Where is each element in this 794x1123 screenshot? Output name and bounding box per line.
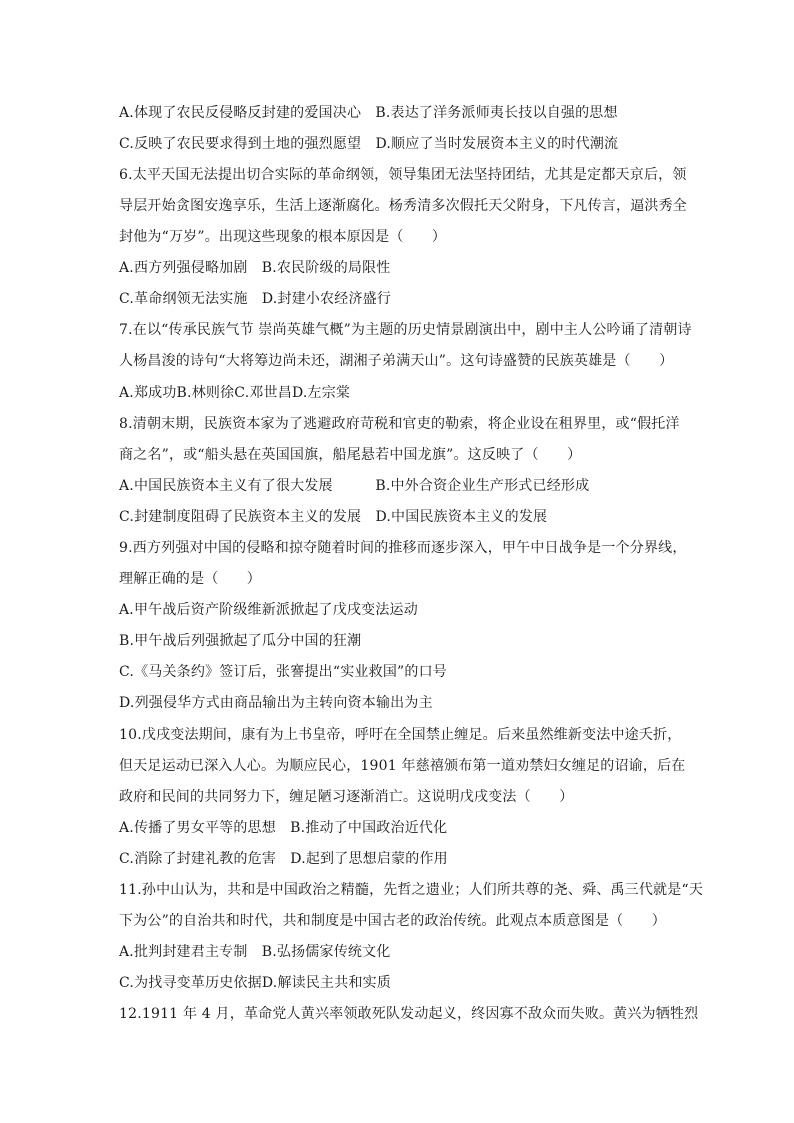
- question-6-line-2: 导层开始贪图安逸享乐，生活上逐渐腐化。杨秀清多次假托天父附身，下凡传言，逼洪秀全: [119, 198, 687, 214]
- question-8-line-1: 8.清朝末期，民族资本家为了逃避政府苛税和官吏的勒索，将企业设在租界里，或“假托洋: [119, 416, 680, 432]
- option-line: A.郑成功B.林则徐C.邓世昌D.左宗棠: [119, 385, 351, 401]
- option-line: C.消除了封建礼教的危害 D.起到了思想启蒙的作用: [119, 851, 448, 867]
- option-line: C.反映了农民要求得到土地的强烈愿望 D.顺应了当时发展资本主义的时代潮流: [119, 136, 619, 152]
- option-line: A.体现了农民反侵略反封建的爱国决心 B.表达了洋务派师夷长技以自强的思想: [119, 105, 618, 121]
- option-line: A.甲午战后资产阶级维新派掀起了戊戌变法运动: [119, 602, 418, 618]
- option-line: C.革命纲领无法实施 D.封建小农经济盛行: [119, 291, 392, 307]
- question-9-line-2: 理解正确的是（ ）: [119, 571, 261, 587]
- option-line: C.为找寻变革历史依据D.解读民主共和实质: [119, 975, 392, 991]
- question-10-line-2: 但天足运动已深入人心。为顺应民心，1901 年慈禧颁布第一道劝禁妇女缠足的诏谕，后在: [119, 758, 686, 774]
- option-line: B.甲午战后列强掀起了瓜分中国的狂潮: [119, 633, 362, 649]
- question-9-line-1: 9.西方列强对中国的侵略和掠夺随着时间的推移而逐步深入，甲午中日战争是一个分界线，: [119, 540, 687, 556]
- question-11-line-1: 11.孙中山认为，共和是中国政治之精髓，先哲之遗业；人们所共尊的尧、舜、禹三代就是“天: [119, 882, 704, 898]
- question-10-line-3: 政府和民间的共同努力下，缠足陋习逐渐消亡。这说明戊戌变法（ ）: [119, 789, 574, 805]
- question-8-line-2: 商之名”，或“船头悬在英国国旗，船尾悬若中国龙旗”。这反映了（ ）: [119, 447, 582, 463]
- question-6-line-3: 封他为“万岁”。出现这些现象的根本原因是（ ）: [119, 229, 447, 245]
- option-line: A.西方列强侵略加剧 B.农民阶级的局限性: [119, 260, 391, 276]
- option-line: A.传播了男女平等的思想 B.推动了中国政治近代化: [119, 820, 448, 836]
- question-11-line-2: 下为公”的自治共和时代，共和制度是中国古老的政治传统。此观点本质意图是（ ）: [119, 913, 666, 929]
- option-line: D.列强侵华方式由商品输出为主转向资本输出为主: [119, 695, 433, 711]
- option-line: A.批判封建君主专制 B.弘扬儒家传统文化: [119, 944, 391, 960]
- question-10-line-1: 10.戊戌变法期间，康有为上书皇帝，呼吁在全国禁止缠足。后来虽然维新变法中途夭折，: [119, 727, 682, 743]
- option-line: C.《马关条约》签订后，张謇提出“实业救国”的口号: [119, 664, 447, 680]
- question-7-line-1: 7.在以“传承民族气节 崇尚英雄气概”为主题的历史情景剧演出中，剧中主人公吟诵了清朝诗: [119, 322, 692, 338]
- question-7-line-2: 人杨昌浚的诗句“大将筹边尚未还，湖湘子弟满天山”。这句诗盛赞的民族英雄是（ ）: [119, 353, 674, 369]
- option-line: A.中国民族资本主义有了很大发展 B.中外合资企业生产形式已经形成: [119, 478, 590, 494]
- question-12-line-1: 12.1911 年 4 月，革命党人黄兴率领敢死队发动起义，终因寡不敌众而失败。黄兴为牺牲烈: [119, 1006, 699, 1022]
- option-line: C.封建制度阻碍了民族资本主义的发展 D.中国民族资本主义的发展: [119, 509, 548, 525]
- question-6-line-1: 6.太平天国无法提出切合实际的革命纲领，领导集团无法坚持团结，尤其是定都天京后，领: [119, 167, 687, 183]
